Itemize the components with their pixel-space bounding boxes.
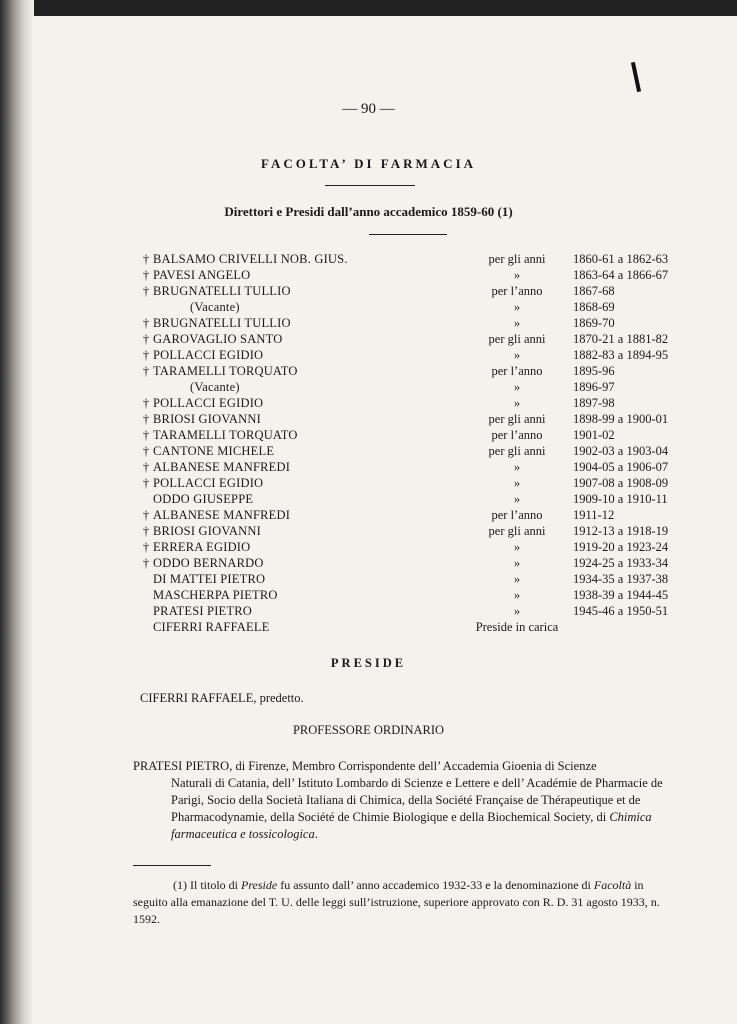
director-years: 1870-21 a 1881-82 — [573, 332, 669, 346]
director-name: PAVESI ANGELO — [153, 268, 251, 282]
director-row — [140, 299, 700, 315]
director-row — [140, 315, 700, 331]
director-row — [140, 427, 700, 443]
director-period: » — [513, 396, 521, 410]
director-period: per gli anni — [488, 332, 546, 346]
footnote-rule — [133, 865, 211, 866]
professore-subject: Chimica farmaceutica e tossicologica — [171, 810, 652, 841]
professore-paragraph — [133, 758, 673, 843]
director-years: 1867-68 — [573, 284, 615, 298]
director-name: (Vacante) — [190, 380, 240, 394]
director-period: » — [513, 572, 521, 586]
director-row — [140, 587, 700, 603]
director-years: 1919-20 a 1923-24 — [573, 540, 669, 554]
director-period: » — [513, 268, 521, 282]
director-row — [140, 267, 700, 283]
deceased-cross-icon: † — [142, 443, 150, 458]
director-row — [140, 379, 700, 395]
deceased-cross-icon: † — [142, 267, 150, 282]
director-name: ODDO BERNARDO — [153, 556, 264, 570]
director-name: MASCHERPA PIETRO — [153, 588, 278, 602]
deceased-cross-icon: † — [142, 315, 150, 330]
footnote-text-1: (1) Il titolo di — [173, 878, 238, 892]
preside-text: CIFERRI RAFFAELE, predetto. — [140, 691, 304, 705]
professore-first-line: PRATESI PIETRO, di Firenze, Membro Corrispondente dell’ Accademia Gioenia di Scienze — [133, 759, 597, 773]
professore-continuation — [133, 775, 673, 843]
director-years: 1909-10 a 1910-11 — [573, 492, 668, 506]
scan-left-edge — [0, 0, 34, 1024]
director-row — [140, 603, 700, 619]
director-period: per l’anno — [491, 364, 543, 378]
director-period: » — [513, 588, 521, 602]
director-name: POLLACCI EGIDIO — [153, 396, 264, 410]
director-name: GAROVAGLIO SANTO — [153, 332, 283, 346]
director-row — [140, 523, 700, 539]
deceased-cross-icon: † — [142, 459, 150, 474]
director-period: » — [513, 316, 521, 330]
director-name: POLLACCI EGIDIO — [153, 476, 264, 490]
deceased-cross-icon: † — [142, 283, 150, 298]
director-row — [140, 475, 700, 491]
director-years: 1896-97 — [573, 380, 615, 394]
director-row — [140, 555, 700, 571]
director-name: CANTONE MICHELE — [153, 444, 275, 458]
director-period: per gli anni — [488, 412, 546, 426]
director-years: 1895-96 — [573, 364, 615, 378]
director-name: DI MATTEI PIETRO — [153, 572, 266, 586]
director-name: BALSAMO CRIVELLI NOB. GIUS. — [153, 252, 348, 266]
director-years: 1860-61 a 1862-63 — [573, 252, 669, 266]
director-years: 1912-13 a 1918-19 — [573, 524, 669, 538]
director-period: » — [513, 492, 521, 506]
director-period: » — [513, 476, 521, 490]
director-name: ODDO GIUSEPPE — [153, 492, 254, 506]
director-years: 1907-08 a 1908-09 — [573, 476, 669, 490]
professore-end: . — [314, 827, 318, 841]
footnote-text-2: fu assunto dall’ anno accademico 1932-33 e la denominazione di — [280, 878, 591, 892]
director-period: per gli anni — [488, 444, 546, 458]
director-period: » — [513, 300, 521, 314]
director-years: 1863-64 a 1866-67 — [573, 268, 669, 282]
director-name: BRUGNATELLI TULLIO — [153, 316, 291, 330]
director-name: PRATESI PIETRO — [153, 604, 252, 618]
director-years: 1869-70 — [573, 316, 615, 330]
director-name: TARAMELLI TORQUATO — [153, 428, 298, 442]
director-years: 1945-46 a 1950-51 — [573, 604, 669, 618]
director-period: per l’anno — [491, 284, 543, 298]
footnote-italic-1: Preside — [241, 878, 278, 892]
deceased-cross-icon: † — [142, 251, 150, 266]
deceased-cross-icon: † — [142, 539, 150, 554]
director-period: » — [513, 556, 521, 570]
director-period: per l’anno — [491, 428, 543, 442]
director-years: 1938-39 a 1944-45 — [573, 588, 669, 602]
subtitle: Direttori e Presidi dall’anno accademico 1859-60 (1) — [224, 204, 513, 219]
director-years: 1901-02 — [573, 428, 615, 442]
director-row — [140, 507, 700, 523]
director-row — [140, 347, 700, 363]
deceased-cross-icon: † — [142, 523, 150, 538]
director-row — [140, 251, 700, 267]
professore-text: Naturali di Catania, dell’ Istituto Lombardo di Scienze e Lettere e dell’ Académie de Pharmacie de Parigi, Socio della Società Italiana di Chimica, della Société Française de Thérapeutique et de Pharmacodynamie, della Société de Chimie Biologique e della Biochemical Society, di — [171, 776, 663, 824]
director-name: ALBANESE MANFREDI — [153, 508, 291, 522]
director-name: BRIOSI GIOVANNI — [153, 524, 261, 538]
director-row — [140, 283, 700, 299]
footnote-italic-2: Facoltà — [593, 878, 632, 892]
deceased-cross-icon: † — [142, 363, 150, 378]
director-name: (Vacante) — [190, 300, 240, 314]
director-name: ERRERA EGIDIO — [153, 540, 251, 554]
director-row — [140, 571, 700, 587]
director-period: » — [513, 348, 521, 362]
director-period: » — [513, 540, 521, 554]
director-years: 1902-03 a 1903-04 — [573, 444, 669, 458]
deceased-cross-icon: † — [142, 395, 150, 410]
director-row — [140, 395, 700, 411]
deceased-cross-icon: † — [142, 411, 150, 426]
director-years: 1934-35 a 1937-38 — [573, 572, 669, 586]
director-period: » — [513, 380, 521, 394]
deceased-cross-icon: † — [142, 427, 150, 442]
director-period: Preside in carica — [475, 620, 559, 634]
director-name: TARAMELLI TORQUATO — [153, 364, 298, 378]
director-row — [140, 459, 700, 475]
subtitle-underline — [369, 234, 447, 235]
director-period: per gli anni — [488, 524, 546, 538]
director-name: CIFERRI RAFFAELE — [153, 620, 270, 634]
director-years: 1911-12 — [573, 508, 615, 522]
director-row — [140, 619, 700, 635]
director-row — [140, 491, 700, 507]
deceased-cross-icon: † — [142, 507, 150, 522]
director-name: BRIOSI GIOVANNI — [153, 412, 261, 426]
director-row — [140, 331, 700, 347]
director-row — [140, 363, 700, 379]
director-period: per gli anni — [488, 252, 546, 266]
deceased-cross-icon: † — [142, 475, 150, 490]
professore-heading: PROFESSORE ORDINARIO — [292, 723, 445, 737]
director-row — [140, 411, 700, 427]
director-years: 1882-83 a 1894-95 — [573, 348, 669, 362]
preside-heading: PRESIDE — [330, 656, 407, 670]
director-period: » — [513, 604, 521, 618]
deceased-cross-icon: † — [142, 331, 150, 346]
director-years: 1868-69 — [573, 300, 615, 314]
director-row — [140, 539, 700, 555]
director-years: 1904-05 a 1906-07 — [573, 460, 669, 474]
directors-list — [140, 251, 700, 635]
pen-mark — [631, 62, 641, 92]
director-years: 1897-98 — [573, 396, 615, 410]
title-underline — [325, 185, 415, 186]
director-years: 1898-99 a 1900-01 — [573, 412, 669, 426]
page-number: — 90 — — [342, 101, 395, 117]
director-period: » — [513, 460, 521, 474]
page-title: FACOLTA’ DI FARMACIA — [260, 156, 477, 171]
director-period: per l’anno — [491, 508, 543, 522]
director-name: ALBANESE MANFREDI — [153, 460, 291, 474]
director-years: 1924-25 a 1933-34 — [573, 556, 669, 570]
director-name: BRUGNATELLI TULLIO — [153, 284, 291, 298]
deceased-cross-icon: † — [142, 347, 150, 362]
footnote-text-3: in seguito alla emanazione del T. U. delle leggi sull’istruzione, superiore approvato con R. D. 31 agosto 1933, n. 1592. — [133, 878, 660, 926]
footnote — [133, 877, 673, 928]
scan-top-border — [0, 0, 737, 16]
deceased-cross-icon: † — [142, 555, 150, 570]
director-name: POLLACCI EGIDIO — [153, 348, 264, 362]
director-row — [140, 443, 700, 459]
